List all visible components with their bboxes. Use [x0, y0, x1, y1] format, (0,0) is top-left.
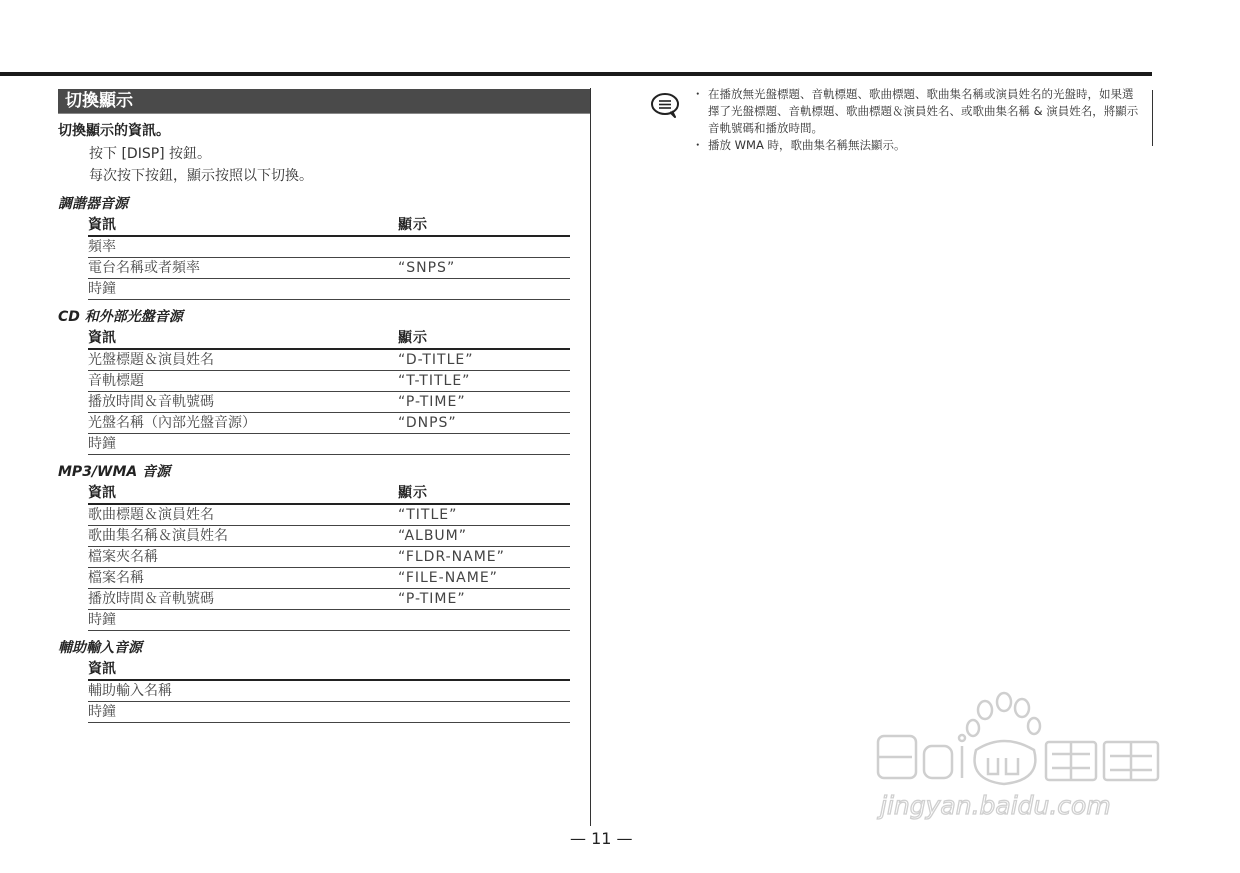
table-row — [88, 279, 570, 300]
table-row — [88, 568, 570, 589]
row-display — [398, 434, 570, 454]
instructions — [58, 143, 590, 187]
table-row — [88, 526, 570, 547]
header-display: 顯示 — [398, 330, 428, 346]
row-info: 時鐘 — [88, 436, 116, 452]
table-row — [88, 589, 570, 610]
instruction-line: 每次按下按鈕，顯示按照以下切換。 — [89, 168, 313, 184]
category-title: 調諧器音源 — [58, 196, 128, 212]
note-icon — [650, 92, 680, 118]
table-row — [88, 350, 570, 371]
note-text: 播放 WMA 時，歌曲集名稱無法顯示。 — [708, 138, 906, 152]
note-text: 在播放無光盤標題、音軌標題、歌曲標題、歌曲集名稱或演員姓名的光盤時，如果選擇了光盤標題、音軌標題、歌曲標題＆演員姓名、或歌曲集名稱 & 演員姓名，將顯示音軌號碼和播放時間。 — [708, 87, 1139, 135]
row-display: “FLDR-NAME” — [398, 549, 505, 565]
note-item — [692, 86, 1140, 137]
notes-list — [692, 86, 1140, 154]
note-bullet: ・ — [692, 138, 704, 152]
right-margin-mark — [1152, 90, 1153, 146]
table-header — [88, 329, 570, 350]
table-row — [88, 547, 570, 568]
row-info: 歌曲標題＆演員姓名 — [88, 507, 214, 523]
table-row — [88, 392, 570, 413]
row-display — [398, 702, 570, 722]
row-info: 檔案夾名稱 — [88, 549, 158, 565]
header-info: 資訊 — [88, 217, 116, 233]
baidu-watermark-logo — [872, 688, 1164, 823]
row-info: 時鐘 — [88, 612, 116, 628]
header-display: 顯示 — [398, 217, 428, 233]
row-info: 播放時間＆音軌號碼 — [88, 591, 214, 607]
header-display: 顯示 — [398, 485, 428, 501]
table-header — [88, 216, 570, 237]
table-row — [88, 434, 570, 455]
row-display — [398, 237, 570, 257]
table-row — [88, 702, 570, 723]
table-header — [88, 660, 570, 681]
header-info: 資訊 — [88, 485, 116, 501]
info-table — [88, 484, 570, 631]
top-rule — [0, 72, 1152, 76]
instruction-line: 按下 [DISP] 按鈕。 — [89, 146, 212, 162]
table-row — [88, 371, 570, 392]
row-info: 音軌標題 — [88, 373, 144, 389]
info-table — [88, 216, 570, 300]
table-row — [88, 610, 570, 631]
row-info: 時鐘 — [88, 704, 116, 720]
header-info: 資訊 — [88, 661, 116, 677]
info-table — [88, 329, 570, 455]
category-title: 輔助輸入音源 — [58, 640, 142, 656]
table-row — [88, 258, 570, 279]
table-header — [88, 484, 570, 505]
header-info: 資訊 — [88, 330, 116, 346]
row-display: “SNPS” — [398, 260, 456, 276]
section-title: 切換顯示 — [58, 89, 590, 114]
note-item — [692, 137, 1140, 154]
table-row — [88, 681, 570, 702]
category-title: CD 和外部光盤音源 — [58, 309, 183, 325]
column-divider — [590, 88, 591, 826]
row-info: 檔案名稱 — [88, 570, 144, 586]
row-display — [398, 681, 570, 701]
row-info: 時鐘 — [88, 281, 116, 297]
row-display — [398, 610, 570, 630]
watermark-url-text: jingyan.baidu.com — [880, 791, 1111, 820]
row-display: “T-TITLE” — [398, 373, 471, 389]
row-display: “P-TIME” — [398, 591, 466, 607]
left-column — [58, 89, 590, 723]
row-display: “DNPS” — [398, 415, 457, 431]
row-info: 輔助輸入名稱 — [88, 683, 172, 699]
header-display — [398, 660, 570, 679]
table-row — [88, 505, 570, 526]
row-info: 光盤標題＆演員姓名 — [88, 352, 214, 368]
category-title: MP3/WMA 音源 — [58, 464, 171, 480]
note-bullet: ・ — [692, 87, 704, 101]
row-display: “TITLE” — [398, 507, 458, 523]
row-display: “P-TIME” — [398, 394, 466, 410]
row-info: 歌曲集名稱＆演員姓名 — [88, 528, 228, 544]
row-info: 光盤名稱（內部光盤音源） — [88, 415, 256, 431]
section-subtitle: 切換顯示的資訊。 — [58, 123, 170, 139]
row-display: “FILE-NAME” — [398, 570, 498, 586]
row-info: 電台名稱或者頻率 — [88, 260, 200, 276]
row-display — [398, 279, 570, 299]
row-display: “ALBUM” — [398, 528, 468, 544]
table-row — [88, 237, 570, 258]
page-number: — 11 — — [570, 829, 633, 848]
row-display: “D-TITLE” — [398, 352, 474, 368]
table-row — [88, 413, 570, 434]
row-info: 頻率 — [88, 239, 116, 255]
row-info: 播放時間＆音軌號碼 — [88, 394, 214, 410]
info-table — [88, 660, 570, 723]
